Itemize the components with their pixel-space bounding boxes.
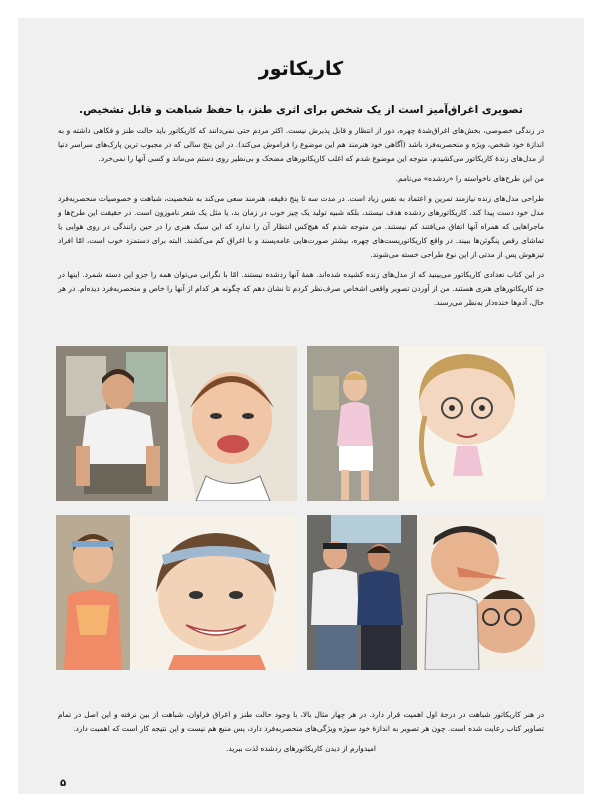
intro-text: [58, 124, 544, 316]
page-title: کاریکاتور: [258, 58, 344, 80]
photo-girl-glasses-caricature: [307, 346, 545, 501]
photo-couple-caricature: [307, 515, 545, 670]
paragraph-4: در این کتاب تعدادی کاریکاتور می‌بینید که از مدل‌های زنده کشیده شده‌اند. همهٔ آنها ردشده نیستند. امّا با نگرانی می‌توان همه را جزو این دسته شمرد. اینها در حد کاریکاتورهای هنری هستند. من از آوردن تصویر واقعی اشخاص صرف‌نظر کردم تا نشان دهم که چگونه هر کدام از آنها را خاص و منحصربه‌فرد دیده‌ام. در هر حال، آدم‌ها خنده‌دار به‌نظر می‌رسند.: [58, 270, 544, 307]
paragraph-3: طراحی مدل‌های زنده نیازمند تمرین و اعتماد به نفس زیاد است. در مدت سه تا پنج دقیقه، هنرمند سعی می‌کند به شخصیت، شباهت و خصوصیات منحصربه‌فرد مدل خود دست پیدا کند. کاریکاتورهای ردشده هدف نیستند، بلکه شبیه تولید یک چیز خوب در زمان بد، یا مثل یک شعر ناموزون است. در حقیقت این طرح‌ها و ماجراهایی که همراه آنها اتفاق می‌افتند کم نیستند. من متوجه شدم که هیچ‌کس انتظار آن را ندارد که این سبک هنری را در حین رانندگی در روی هوایی یا تماشای رقص پنگوئن‌ها ببیند. در واقع کاریکاتوریست‌های چهره، بیشتر صورت‌هایی عامه‌پسند و با اغراق کم می‌کشند. البته برای دستمزد خوب است، امّا افراد تیزهوش پس از مدتی از این نوع طراحی خسته می‌شوند.: [58, 194, 544, 259]
closing-paragraph-2: امیدوارم از دیدن کاریکاتورهای ردشده لذت ببرید.: [226, 744, 376, 753]
closing-text: [58, 708, 544, 762]
closing-paragraph-1: در هنر کاریکاتور شباهت در درجهٔ اول اهمیت قرار دارد. در هر چهار مثال بالا، با وجود حالت طنز و اغراق فراوان، شباهت از بین نرفته و این اصل در تمام تصاویر کتاب رعایت شده است. چون هر تصویر به اندازهٔ خود سوژه ویژگی‌های منحصربه‌فرد دارد، پس منبع هم نیست و این نتیجه کار است که اهمیت دارد.: [58, 710, 544, 733]
page-number: ۵: [60, 778, 67, 789]
paragraph-1: در زندگی خصوصی، بخش‌های اغراق‌شدهٔ چهره، دور از انتظار و قابل پذیرش نیست. اکثر مردم حتی نمی‌دانند که کاریکاتور باید حالت طنز و فکاهی داشته و به اندازهٔ خود شخص، ویژه و منحصربه‌فرد باشد (آگاهی خود هنرمند هم این موضوع را فراموش می‌کند). در این پنج سالی که در مجبوب ترین پارک‌های سراسر دنیا از مدل‌های زندهٔ کاریکاتور می‌کشیدم، متوجه این موضوع شدم که اغلب کاریکاتورهای مضحک و بی‌نظیر روی دستم می‌ماند و کسی آنها را نمی‌خرد.: [58, 126, 544, 163]
page-subtitle: تصویری اغراق‌آمیز است از یک شخص برای اثری طنز، با حفظ شباهت و قابل تشخیص.: [79, 104, 523, 116]
page: [18, 18, 584, 794]
photo-boy-caricature: [56, 346, 297, 501]
photo-girl-headband-caricature: [56, 515, 297, 670]
paragraph-2: من این طرح‌های ناخواسته را «ردشده» می‌نامم.: [395, 174, 544, 183]
